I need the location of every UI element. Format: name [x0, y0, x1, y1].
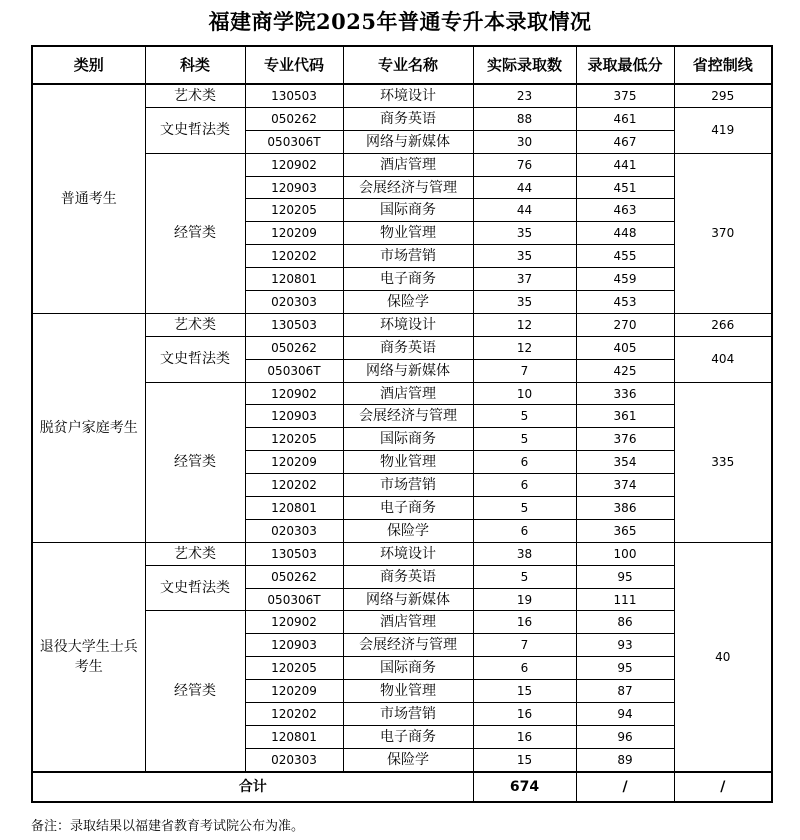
major-name-cell: 环境设计 — [343, 84, 473, 107]
min-score-cell: 405 — [576, 336, 674, 359]
table-body — [32, 84, 772, 772]
major-name-cell: 国际商务 — [343, 428, 473, 451]
min-score-cell: 95 — [576, 657, 674, 680]
major-code-cell: 120902 — [245, 382, 343, 405]
header-major-name: 专业名称 — [343, 46, 473, 84]
major-code-cell: 120801 — [245, 497, 343, 520]
major-name-cell: 物业管理 — [343, 451, 473, 474]
min-score-cell: 89 — [576, 748, 674, 771]
admitted-cell: 12 — [473, 336, 576, 359]
header-control-line: 省控制线 — [674, 46, 772, 84]
min-score-cell: 441 — [576, 153, 674, 176]
min-score-cell: 86 — [576, 611, 674, 634]
min-score-cell: 453 — [576, 291, 674, 314]
major-name-cell: 保险学 — [343, 748, 473, 771]
major-name-cell: 网络与新媒体 — [343, 359, 473, 382]
subject-cell: 艺术类 — [145, 542, 245, 565]
major-name-cell: 酒店管理 — [343, 153, 473, 176]
admitted-cell: 6 — [473, 657, 576, 680]
major-code-cell: 120202 — [245, 474, 343, 497]
major-code-cell: 120209 — [245, 222, 343, 245]
major-code-cell: 120205 — [245, 657, 343, 680]
min-score-cell: 451 — [576, 176, 674, 199]
control-line-cell: 40 — [674, 542, 772, 771]
major-name-cell: 国际商务 — [343, 657, 473, 680]
total-min-score: / — [576, 772, 674, 802]
admitted-cell: 10 — [473, 382, 576, 405]
category-cell: 脱贫户家庭考生 — [32, 313, 145, 542]
min-score-cell: 336 — [576, 382, 674, 405]
major-code-cell: 120903 — [245, 405, 343, 428]
min-score-cell: 354 — [576, 451, 674, 474]
subject-cell: 艺术类 — [145, 313, 245, 336]
control-line-cell: 295 — [674, 84, 772, 107]
major-name-cell: 电子商务 — [343, 497, 473, 520]
control-line-cell: 404 — [674, 336, 772, 382]
major-code-cell: 020303 — [245, 291, 343, 314]
major-code-cell: 130503 — [245, 313, 343, 336]
subject-cell: 文史哲法类 — [145, 107, 245, 153]
header-category: 类别 — [32, 46, 145, 84]
admitted-cell: 19 — [473, 588, 576, 611]
major-code-cell: 120903 — [245, 634, 343, 657]
admitted-cell: 7 — [473, 359, 576, 382]
major-code-cell: 120205 — [245, 428, 343, 451]
min-score-cell: 270 — [576, 313, 674, 336]
min-score-cell: 448 — [576, 222, 674, 245]
category-cell: 普通考生 — [32, 84, 145, 313]
major-name-cell: 市场营销 — [343, 474, 473, 497]
total-label: 合计 — [32, 772, 473, 802]
category-cell: 退役大学生士兵考生 — [32, 542, 145, 771]
table-row — [32, 313, 772, 336]
min-score-cell: 100 — [576, 542, 674, 565]
min-score-cell: 386 — [576, 497, 674, 520]
subject-cell: 艺术类 — [145, 84, 245, 107]
major-name-cell: 商务英语 — [343, 107, 473, 130]
min-score-cell: 463 — [576, 199, 674, 222]
major-code-cell: 050306T — [245, 130, 343, 153]
major-code-cell: 130503 — [245, 542, 343, 565]
min-score-cell: 459 — [576, 268, 674, 291]
major-code-cell: 120801 — [245, 725, 343, 748]
admitted-cell: 88 — [473, 107, 576, 130]
major-name-cell: 会展经济与管理 — [343, 405, 473, 428]
admitted-cell: 44 — [473, 199, 576, 222]
header-admitted: 实际录取数 — [473, 46, 576, 84]
admitted-cell: 6 — [473, 519, 576, 542]
major-name-cell: 市场营销 — [343, 245, 473, 268]
total-control-line: / — [674, 772, 772, 802]
major-code-cell: 120202 — [245, 245, 343, 268]
subject-cell: 经管类 — [145, 153, 245, 313]
major-code-cell: 120903 — [245, 176, 343, 199]
major-name-cell: 电子商务 — [343, 725, 473, 748]
table-row — [32, 542, 772, 565]
footnote: 备注：录取结果以福建省教育考试院公布为准。 — [31, 819, 305, 834]
subject-cell: 文史哲法类 — [145, 565, 245, 611]
admission-table — [31, 45, 773, 803]
admitted-cell: 38 — [473, 542, 576, 565]
min-score-cell: 96 — [576, 725, 674, 748]
admitted-cell: 5 — [473, 405, 576, 428]
admitted-cell: 37 — [473, 268, 576, 291]
table-row — [32, 84, 772, 107]
major-name-cell: 市场营销 — [343, 703, 473, 726]
min-score-cell: 365 — [576, 519, 674, 542]
min-score-cell: 467 — [576, 130, 674, 153]
major-code-cell: 120209 — [245, 680, 343, 703]
major-code-cell: 120209 — [245, 451, 343, 474]
control-line-cell: 335 — [674, 382, 772, 542]
admitted-cell: 5 — [473, 497, 576, 520]
major-code-cell: 120801 — [245, 268, 343, 291]
major-code-cell: 050306T — [245, 359, 343, 382]
major-code-cell: 050262 — [245, 107, 343, 130]
admitted-cell: 16 — [473, 703, 576, 726]
major-name-cell: 物业管理 — [343, 222, 473, 245]
major-code-cell: 050262 — [245, 565, 343, 588]
major-name-cell: 国际商务 — [343, 199, 473, 222]
min-score-cell: 455 — [576, 245, 674, 268]
admitted-cell: 6 — [473, 474, 576, 497]
min-score-cell: 94 — [576, 703, 674, 726]
min-score-cell: 461 — [576, 107, 674, 130]
admitted-cell: 23 — [473, 84, 576, 107]
subject-cell: 经管类 — [145, 611, 245, 772]
min-score-cell: 87 — [576, 680, 674, 703]
major-code-cell: 020303 — [245, 748, 343, 771]
admitted-cell: 7 — [473, 634, 576, 657]
major-name-cell: 物业管理 — [343, 680, 473, 703]
admitted-cell: 5 — [473, 428, 576, 451]
major-name-cell: 商务英语 — [343, 336, 473, 359]
admitted-cell: 35 — [473, 222, 576, 245]
major-name-cell: 网络与新媒体 — [343, 588, 473, 611]
header-subject: 科类 — [145, 46, 245, 84]
admitted-cell: 12 — [473, 313, 576, 336]
admitted-cell: 15 — [473, 680, 576, 703]
min-score-cell: 425 — [576, 359, 674, 382]
major-name-cell: 会展经济与管理 — [343, 634, 473, 657]
major-name-cell: 电子商务 — [343, 268, 473, 291]
major-code-cell: 120902 — [245, 611, 343, 634]
control-line-cell: 266 — [674, 313, 772, 336]
major-name-cell: 保险学 — [343, 519, 473, 542]
major-name-cell: 会展经济与管理 — [343, 176, 473, 199]
major-name-cell: 环境设计 — [343, 542, 473, 565]
control-line-cell: 419 — [674, 107, 772, 153]
control-line-cell: 370 — [674, 153, 772, 313]
min-score-cell: 111 — [576, 588, 674, 611]
major-code-cell: 050306T — [245, 588, 343, 611]
min-score-cell: 374 — [576, 474, 674, 497]
major-code-cell: 120902 — [245, 153, 343, 176]
admitted-cell: 5 — [473, 565, 576, 588]
major-name-cell: 商务英语 — [343, 565, 473, 588]
admitted-cell: 44 — [473, 176, 576, 199]
major-name-cell: 网络与新媒体 — [343, 130, 473, 153]
admitted-cell: 35 — [473, 291, 576, 314]
header-major-code: 专业代码 — [245, 46, 343, 84]
major-code-cell: 130503 — [245, 84, 343, 107]
major-code-cell: 120202 — [245, 703, 343, 726]
header-row — [32, 46, 772, 84]
total-row — [32, 772, 772, 802]
header-min-score: 录取最低分 — [576, 46, 674, 84]
major-name-cell: 酒店管理 — [343, 611, 473, 634]
min-score-cell: 375 — [576, 84, 674, 107]
major-code-cell: 020303 — [245, 519, 343, 542]
min-score-cell: 376 — [576, 428, 674, 451]
admitted-cell: 15 — [473, 748, 576, 771]
major-code-cell: 050262 — [245, 336, 343, 359]
admitted-cell: 6 — [473, 451, 576, 474]
subject-cell: 文史哲法类 — [145, 336, 245, 382]
admitted-cell: 16 — [473, 725, 576, 748]
subject-cell: 经管类 — [145, 382, 245, 542]
major-name-cell: 酒店管理 — [343, 382, 473, 405]
total-admitted: 674 — [473, 772, 576, 802]
min-score-cell: 93 — [576, 634, 674, 657]
page-title: 福建商学院2025年普通专升本录取情况 — [208, 9, 592, 34]
min-score-cell: 361 — [576, 405, 674, 428]
admitted-cell: 16 — [473, 611, 576, 634]
admitted-cell: 76 — [473, 153, 576, 176]
major-name-cell: 环境设计 — [343, 313, 473, 336]
min-score-cell: 95 — [576, 565, 674, 588]
major-code-cell: 120205 — [245, 199, 343, 222]
admitted-cell: 35 — [473, 245, 576, 268]
admitted-cell: 30 — [473, 130, 576, 153]
major-name-cell: 保险学 — [343, 291, 473, 314]
